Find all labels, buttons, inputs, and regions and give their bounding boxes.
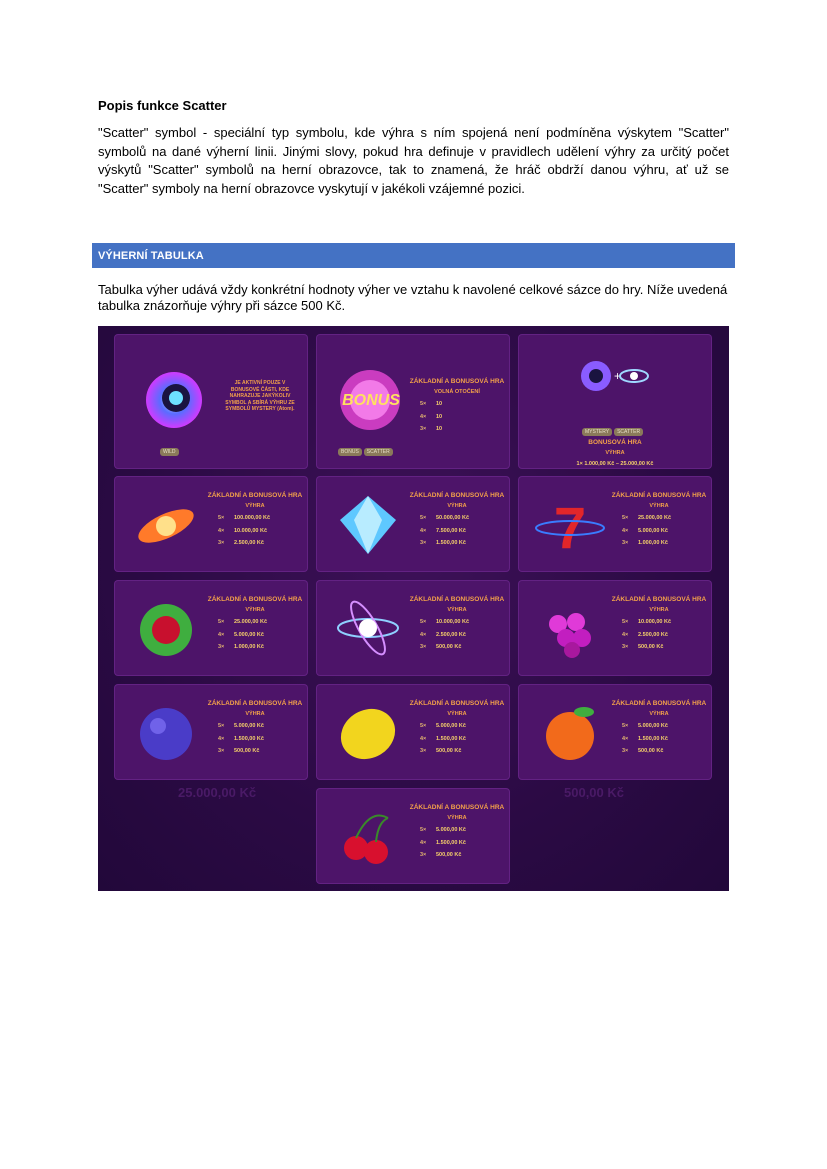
card-bonus [316, 334, 510, 469]
card-galaxy [114, 476, 308, 572]
card-title: ZÁKLADNÍ A BONUSOVÁ HRA [207, 700, 303, 707]
scatter-tag: SCATTER [614, 428, 643, 436]
card-title: ZÁKLADNÍ A BONUSOVÁ HRA [611, 700, 707, 707]
payout-row: 5× 5.000,00 Kč [420, 827, 466, 833]
card-seven [518, 476, 712, 572]
payout-row: 4× 7.500,00 Kč [420, 527, 466, 534]
cherries-icon [330, 798, 406, 874]
card-info [408, 700, 506, 758]
ghost-amount-left: 25.000,00 Kč [178, 785, 257, 800]
plum-icon [128, 694, 204, 770]
payout-row: 4× 2.500,00 Kč [622, 631, 668, 638]
paytable-intro: Tabulka výher udává vždy konkrétní hodnoty výher ve vztahu k navolené celkové sázce do hry. Níže uvedená tabulka znázorňuje výhry při sázce 500 Kč. [98, 282, 728, 313]
mystery-orb-icon [136, 364, 212, 440]
payout-row: 3× 1.000,00 Kč [218, 644, 264, 650]
payout-row: 5× 5.000,00 Kč [622, 723, 668, 729]
payout-row: 4× 1.500,00 Kč [420, 839, 466, 846]
seven-icon [532, 486, 608, 562]
card-info [206, 492, 304, 550]
payout-row: 4× 5.000,00 Kč [622, 527, 668, 534]
mystery-scatter-icon [574, 356, 654, 396]
payout-row: 5× 5.000,00 Kč [218, 723, 264, 729]
mystery-description: JE AKTIVNÍ POUZE V BONUSOVÉ ČÁSTI, KDE NAHRAZUJE JAKÝKOLIV SYMBOL A SBÍRÁ VÝHRU ZE SYMBOLŮ MYSTERY (Atom). [225, 380, 295, 412]
orange-icon [532, 694, 608, 770]
card-diamond [316, 476, 510, 572]
payout-row: 5× 25.000,00 Kč [218, 619, 268, 625]
bonus-info [408, 378, 506, 436]
card-title: ZÁKLADNÍ A BONUSOVÁ HRA [611, 492, 707, 499]
payout-row: 3× 1.500,00 Kč [420, 540, 466, 546]
scatter-tag: SCATTER [364, 448, 393, 456]
card-sub: VÝHRA [649, 711, 669, 717]
bonus-sub: VOLNÁ OTOČENÍ [434, 389, 480, 395]
payout-row: 4× 2.500,00 Kč [420, 631, 466, 638]
payout-row: 5× 25.000,00 Kč [622, 515, 672, 521]
flower-fruit-icon [128, 590, 204, 666]
payout-row: 5× 100.000,00 Kč [218, 515, 271, 521]
scatter-title: Popis funkce Scatter [98, 98, 227, 113]
card-sub: VÝHRA [245, 607, 265, 613]
card-title: ZÁKLADNÍ A BONUSOVÁ HRA [409, 700, 505, 707]
mystery-scatter-title: BONUSOVÁ HRA [588, 439, 642, 446]
card-flower-fruit [114, 580, 308, 676]
card-sub: VÝHRA [447, 607, 467, 613]
payout-row: 5× 10.000,00 Kč [622, 619, 672, 625]
bonus-logo-text: BONUS [342, 392, 400, 409]
payout-row: 4× 1.500,00 Kč [218, 735, 264, 742]
payout-row: 3× 500,00 Kč [420, 644, 462, 650]
payout-row: 5× 50.000,00 Kč [420, 515, 470, 521]
payout-row: 3× 500,00 Kč [622, 748, 664, 754]
card-atom-burst [316, 580, 510, 676]
ghost-amount-right: 500,00 Kč [564, 785, 624, 800]
lemon-icon [330, 694, 406, 770]
bonus-tags [338, 440, 395, 458]
payout-row: 3× 1.000,00 Kč [622, 540, 668, 546]
payout-row: 5× 5.000,00 Kč [420, 723, 466, 729]
mystery-tag: MYSTERY [582, 428, 612, 436]
card-info [408, 596, 506, 654]
payout-row: 4× 5.000,00 Kč [218, 631, 264, 638]
paytable-image [98, 326, 729, 891]
card-info [206, 596, 304, 654]
card-sub: VÝHRA [447, 503, 467, 509]
card-title: ZÁKLADNÍ A BONUSOVÁ HRA [207, 492, 303, 499]
payout-row: 4× 10.000,00 Kč [218, 527, 268, 534]
payout-row: 3× 2.500,00 Kč [218, 540, 264, 546]
svg-text:7: 7 [553, 496, 587, 561]
card-plum [114, 684, 308, 780]
bonus-tag: BONUS [338, 448, 362, 456]
card-info [610, 596, 708, 654]
svg-text:+: + [614, 369, 622, 383]
card-title: ZÁKLADNÍ A BONUSOVÁ HRA [409, 596, 505, 603]
bonus-row: 5× 10 [420, 401, 443, 407]
bonus-row: 3× 10 [420, 426, 443, 432]
card-sub: VÝHRA [447, 815, 467, 821]
mystery-scatter-sub: VÝHRA [605, 450, 625, 456]
card-orange [518, 684, 712, 780]
card-title: ZÁKLADNÍ A BONUSOVÁ HRA [207, 596, 303, 603]
payout-row: 5× 10.000,00 Kč [420, 619, 470, 625]
card-title: ZÁKLADNÍ A BONUSOVÁ HRA [409, 804, 505, 811]
card-title: ZÁKLADNÍ A BONUSOVÁ HRA [409, 492, 505, 499]
card-sub: VÝHRA [649, 503, 669, 509]
card-title: ZÁKLADNÍ A BONUSOVÁ HRA [611, 596, 707, 603]
grapes-icon [532, 590, 608, 666]
bonus-row: 4× 10 [420, 413, 443, 420]
payout-row: 3× 500,00 Kč [420, 748, 462, 754]
galaxy-icon [128, 486, 204, 562]
payout-row: 4× 1.500,00 Kč [622, 735, 668, 742]
card-sub: VÝHRA [245, 711, 265, 717]
card-info [610, 700, 708, 758]
card-lemon [316, 684, 510, 780]
section-title: VÝHERNÍ TABULKA [98, 250, 204, 262]
payout-row: 3× 500,00 Kč [420, 852, 462, 858]
bonus-title: ZÁKLADNÍ A BONUSOVÁ HRA [409, 378, 505, 385]
card-sub: VÝHRA [447, 711, 467, 717]
payout-row: 3× 500,00 Kč [218, 748, 260, 754]
mystery-scatter-row: 1× 1.000,00 Kč – 25.000,00 Kč [576, 461, 654, 467]
card-info [408, 492, 506, 550]
mystery-scatter-tags [582, 420, 645, 438]
card-sub: VÝHRA [649, 607, 669, 613]
scatter-description: "Scatter" symbol - speciální typ symbolu, kde výhra s ním spojená není podmíněna výskytem "Scatter" symbolů na dané výherní linii. Jinými slovy, pokud hra definuje v pravidlech udělení výhry za určitý počet výskytů "Scatter" symbolů na herní obrazovce, tak to znamená, že hráč obdrží danou výhru, ať už se "Scatter" symboly na herní obrazovce vyskytují v jakékoli vzájemné pozici. [98, 125, 729, 196]
atom-burst-icon [330, 590, 406, 666]
payout-row: 4× 1.500,00 Kč [420, 735, 466, 742]
payout-row: 3× 500,00 Kč [622, 644, 664, 650]
card-info [610, 492, 708, 550]
section-header-bar [92, 243, 735, 268]
card-cherries [316, 788, 510, 884]
card-info [206, 700, 304, 758]
card-grapes [518, 580, 712, 676]
card-info [408, 804, 506, 862]
card-mystery-scatter [518, 334, 712, 469]
wild-tag: WILD [160, 440, 181, 458]
card-mystery-wild [114, 334, 308, 469]
diamond-icon [330, 486, 406, 562]
card-sub: VÝHRA [245, 503, 265, 509]
